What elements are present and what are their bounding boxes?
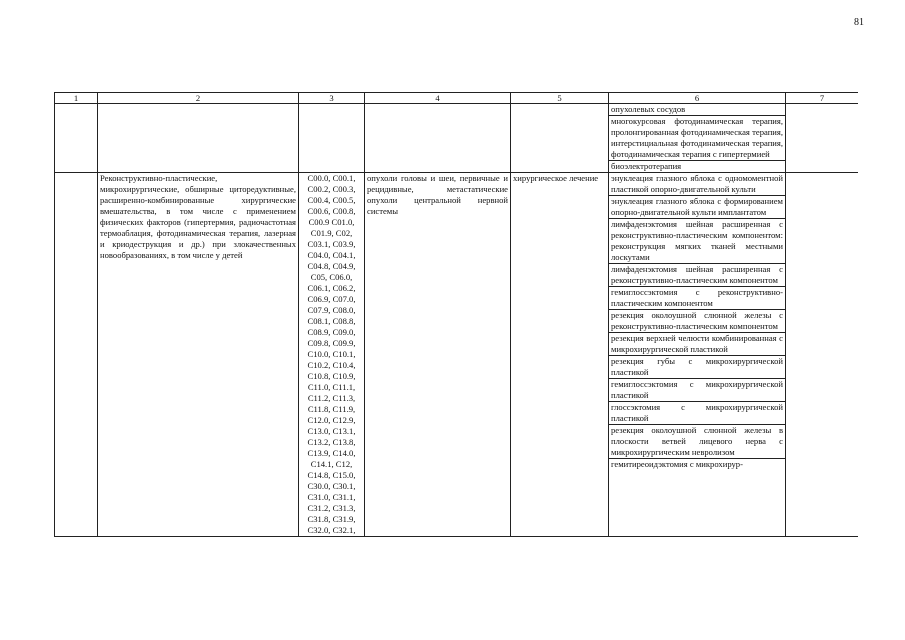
column-number-7: 7 [786,93,859,104]
cell-empty [511,104,609,173]
procedure-item: лимфаденэктомия шейная расширенная с реконструктивно-пластическим компонентом [611,264,783,285]
cell-empty [786,104,859,173]
column-number-4: 4 [365,93,511,104]
cell-empty [299,104,365,173]
procedure-item: резекция верхней челюсти комбинированная с микрохирургической пластикой [611,333,783,354]
icd-code-line: C00.4, C00.5, [307,195,356,205]
icd-code-line: C08.1, C08.8, [307,316,356,326]
procedure-item: опухолевых сосудов [611,104,686,114]
icd-code-line: C05, C06.0, [310,272,353,282]
icd-code-line: C31.0, C31.1, [307,492,356,502]
icd-code-line: C31.2, C31.3, [307,503,356,513]
cell-empty [365,104,511,173]
icd-code-line: C04.0, C04.1, [307,250,356,260]
intervention-type-cell: Реконструктивно-пластические, микрохирургические, обширные циторедуктивные, расширенно-комбинированные хирургические вмешательства, в том числе с применением физических факторов (гипертермия, радиочастотная термоаблация, фотодинамическая терапия, лазерная и криодеструкция и др.) при злокачественных новообразованиях, в том числе у детей [98,173,299,537]
icd-code-line: C10.0, C10.1, [307,349,356,359]
icd-code-line: C13.9, C14.0, [307,448,356,458]
icd-code-line: C32.0, C32.1, [307,525,356,535]
icd-code-line: C00.0, C00.1, [307,173,356,183]
procedure-item: глоссэктомия с микрохирургической пластикой [611,402,783,423]
icd-code-line: C11.2, C11.3, [307,393,356,403]
procedure-item: энуклеация глазного яблока с одномоментной пластикой опорно-двигательной культи [611,173,783,194]
procedure-item: резекция околоушной слюнной железы в плоскости ветвей лицевого нерва с микрохирургическим невролизом [611,425,783,457]
icd-code-line: C09.8, C09.9, [307,338,356,348]
icd-code-line: C03.1, C03.9, [307,239,356,249]
icd-code-line: C00.2, C00.3, [307,184,356,194]
icd-code-line: C10.8, C10.9, [307,371,356,381]
row-number-cell [55,173,98,537]
column-number-5: 5 [511,93,609,104]
column-number-6: 6 [609,93,786,104]
icd-code-line: C14.1, C12, [310,459,353,469]
treatment-methods-cell [609,173,786,537]
page-number: 81 [854,17,864,28]
procedure-item: резекция околоушной слюнной железы с реконструктивно-пластическим компонентом [611,310,783,331]
icd-code-line: C14.8, C15.0, [307,470,356,480]
procedure-item: гемиглоссэктомия с реконструктивно-пластическим компонентом [611,287,783,308]
icd-code-line: C04.8, C04.9, [307,261,356,271]
column-number-2: 2 [98,93,299,104]
icd-codes-cell [299,173,365,537]
icd-code-line: C06.9, C07.0, [307,294,356,304]
patient-model-cell: опухоли головы и шеи, первичные и рецидивные, метастатические опухоли центральной нервной системы [365,173,511,537]
medical-care-table [54,92,858,537]
procedure-item: биоэлектротерапия [609,160,785,172]
icd-code-line: C30.0, C30.1, [307,481,356,491]
icd-codes-list [300,173,363,536]
icd-code-line: C06.1, C06.2, [307,283,356,293]
continuation-row [55,104,859,173]
cost-cell [786,173,859,537]
icd-code-line: C07.9, C08.0, [307,305,356,315]
icd-code-line: C01.9, C02, [310,228,353,238]
icd-code-line: C00.9 C01.0, [308,217,355,227]
icd-code-line: C08.9, C09.0, [307,327,356,337]
column-number-3: 3 [299,93,365,104]
icd-code-line: C00.6, C00.8, [307,206,356,216]
table-row [55,173,859,537]
icd-code-line: C11.8, C11.9, [307,404,356,414]
procedure-item: лимфаденэктомия шейная расширенная с реконструктивно-пластическим компонентом: реконструкция мягких тканей местными лоскутами [611,219,783,262]
procedure-item: энуклеация глазного яблока с формированием опорно-двигательной культи имплантатом [611,196,783,217]
procedures-continuation-cell [609,104,786,173]
cell-empty [98,104,299,173]
procedure-item: резекция губы с микрохирургической пластикой [611,356,783,377]
icd-code-line: C13.2, C13.8, [307,437,356,447]
procedure-item: гемиглоссэктомия с микрохирургической пластикой [611,379,783,400]
icd-code-line: C11.0, C11.1, [307,382,356,392]
table-header-row [55,93,859,104]
column-number-1: 1 [55,93,98,104]
procedure-item: многокурсовая фотодинамическая терапия, пролонгированная фотодинамическая терапия, интерстициальная фотодинамическая терапия, фотодинамическая терапия с гипертермией [611,116,783,159]
cell-empty [55,104,98,173]
treatment-methods-list [609,173,785,470]
icd-code-line: C31.8, C31.9, [307,514,356,524]
icd-code-line: C10.2, C10.4, [307,360,356,370]
icd-code-line: C12.0, C12.9, [307,415,356,425]
treatment-type-cell: хирургическое лечение [511,173,609,537]
procedure-item: гемитиреоидэктомия с микрохирур- [609,458,785,470]
document-table-wrapper [54,92,858,598]
icd-code-line: C13.0, C13.1, [307,426,356,436]
